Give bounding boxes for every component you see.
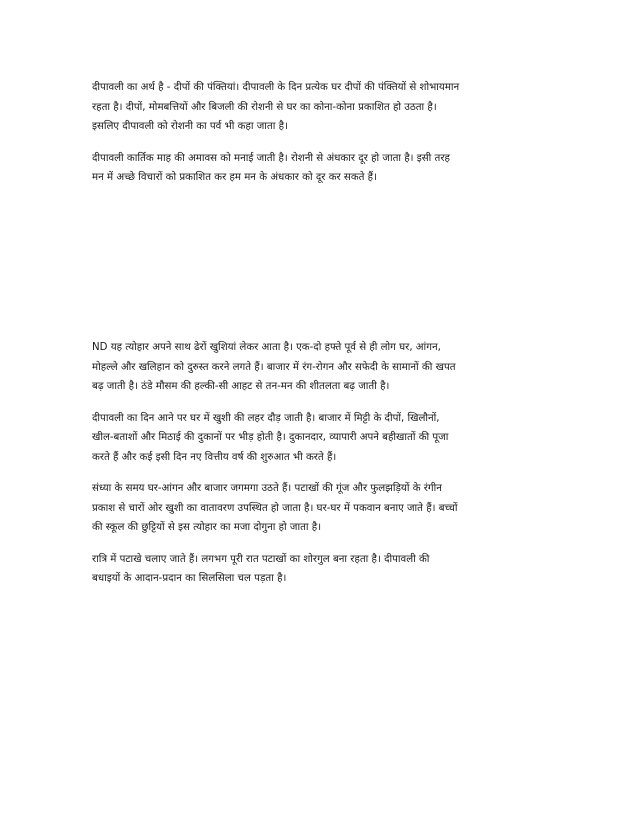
text-line: की स्कूल की छुट्टियों से इस त्योहार का मजा दोगुना हो जाता है। [92,522,322,533]
paragraph-kartik [92,149,554,188]
text-line: दीपावली का अर्थ है - दीपों की पंक्तियां। दीपावली के दिन प्रत्येक घर दीपों की पंक्तियों से शोभायमान [92,82,460,93]
text-line: बधाइयों के आदान-प्रदान का सिलसिला चल पड़ता है। [92,573,287,584]
paragraph-evening [92,479,554,538]
text-line: संध्या के समय घर-आंगन और बाजार जगमगा उठते हैं। पटाखों की गूंज और फुलझड़ियों के रंगीन [92,483,442,494]
text-line: दीपावली का दिन आने पर घर में खुशी की लहर दौड़ जाती है। बाजार में मिट्टी के दीपों, खिलौनों, [92,412,440,424]
paragraph-night [92,550,554,589]
paragraph-meaning [92,78,554,137]
paragraph-market [92,409,554,468]
paragraph-festival-joy [92,338,554,397]
section-intro [92,78,554,188]
text-line: खील-बताशों और मिठाई की दुकानों पर भीड़ होती है। दुकानदार, व्यापारी अपने बहीखातों की पूजा [92,432,449,443]
text-line: मन में अच्छे विचारों को प्रकाशित कर हम मन के अंधकार को दूर कर सकते हैं। [92,172,377,183]
section-celebration [92,338,554,589]
text-line: मोहल्ले और खलिहान को दुरुस्त करने लगते हैं। बाजार में रंग-रोगन और सफेदी के सामानों की खपत [92,361,456,373]
text-line: बढ़ जाती है। ठंडे मौसम की हल्की-सी आहट से तन-मन की शीतलता बढ़ जाती है। [92,381,390,392]
text-line: रात्रि में पटाखे चलाए जाते हैं। लगभग पूरी रात पटाखों का शोरगुल बना रहता है। दीपावली की [92,553,430,565]
text-line: प्रकाश से चारों ओर खुशी का वातावरण उपस्थित हो जाता है। घर-घर में पकवान बनाए जाते हैं। बच्चों [92,502,458,514]
text-line: इसलिए दीपावली को रोशनी का पर्व भी कहा जाता है। [92,121,288,132]
text-line: रहता है। दीपों, मोमबत्तियों और बिजली की रोशनी से घर का कोना-कोना प्रकाशित हो उठता है। [92,101,437,113]
text-line: ND यह त्योहार अपने साथ ढेरों खुशियां लेकर आता है। एक-दो हफ्ते पूर्व से ही लोग घर, आंगन, [92,342,441,353]
text-line: करते हैं और कई इसी दिन नए वित्तीय वर्ष की शुरुआत भी करते हैं। [92,451,337,463]
text-line: दीपावली कार्तिक माह की अमावस को मनाई जाती है। रोशनी से अंधकार दूर हो जाता है। इसी तरह [92,152,450,164]
